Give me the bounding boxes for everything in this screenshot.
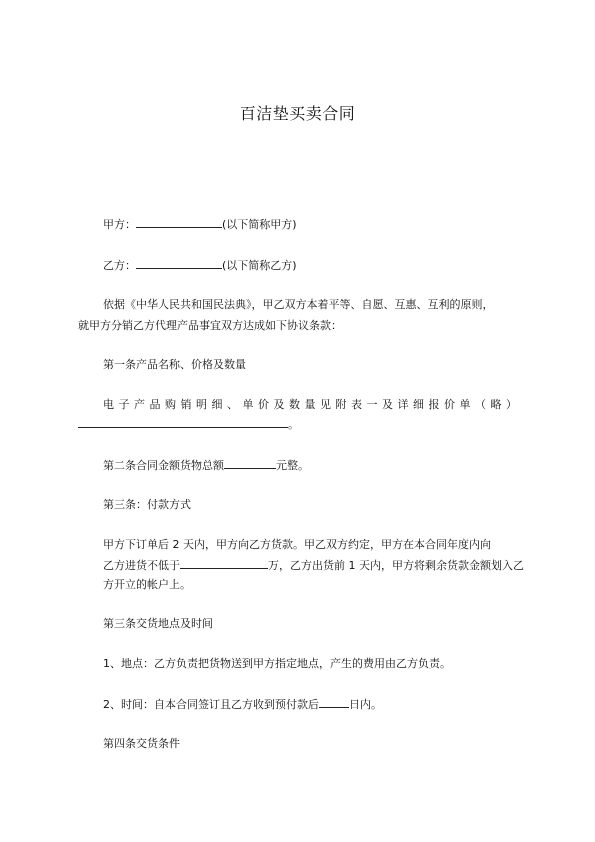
article-1-char: ） <box>506 398 517 411</box>
article-3-line-2-prefix: 乙方进货不低于 <box>103 559 180 572</box>
delivery-days-blank <box>319 697 349 708</box>
article-1-char: 量 <box>304 398 316 411</box>
article-4-heading: 第四条交货条件 <box>103 737 180 750</box>
article-3-amount-blank <box>180 558 268 569</box>
article-1-char: 及 <box>382 398 393 411</box>
party-a-note: (以下简称甲方) <box>222 218 297 231</box>
article-1-char: 报 <box>428 398 440 411</box>
article-3b-heading: 第三条交货地点及时间 <box>103 617 213 630</box>
article-1-char: 细 <box>413 398 424 411</box>
article-2-label: 第二条合同金额货物总额 <box>103 459 224 472</box>
article-1-char: 一 <box>366 398 378 411</box>
article-1-end-mark: 。 <box>288 418 299 431</box>
document-title: 百洁垫买卖合同 <box>239 104 356 123</box>
article-1-char: 单 <box>242 398 254 411</box>
article-1-char: 数 <box>289 398 300 411</box>
intro-line-1: 依据《中华人民共和国民法典》，甲乙双方本着平等、自愿、互惠、互利的原则， <box>103 298 494 311</box>
article-1-heading: 第一条产品名称、价格及数量 <box>103 358 246 371</box>
article-2-line <box>103 458 309 473</box>
article-3-line-3: 方开立的帐户上。 <box>103 578 191 591</box>
party-a-line <box>103 217 297 232</box>
party-a-blank <box>136 217 222 228</box>
delivery-time-item <box>103 697 382 712</box>
article-1-char: 见 <box>320 398 331 411</box>
article-1-char: 价 <box>444 398 455 411</box>
article-1-char: 电 <box>103 398 114 411</box>
article-1-text-line-1 <box>103 398 517 412</box>
article-1-char: 及 <box>273 398 285 411</box>
article-1-char: 销 <box>180 398 192 411</box>
article-1-char: 表 <box>351 398 362 411</box>
article-3-line-2 <box>103 558 524 573</box>
article-3-line-1: 甲方下订单后 2 天内，甲方向乙方货款。甲乙双方约定，甲方在本合同年度内向 <box>103 538 491 551</box>
article-2-amount-blank <box>224 458 276 469</box>
article-1-char: 品 <box>149 398 161 411</box>
intro-line-2: 就甲方分销乙方代理产品事宜双方达成如下协议条款： <box>78 319 342 332</box>
delivery-time-suffix: 日内。 <box>349 698 382 711</box>
article-1-char: 单 <box>459 398 471 411</box>
article-3-heading: 第三条：付款方式 <box>103 498 191 511</box>
party-b-label: 乙方： <box>103 259 136 272</box>
article-1-char: 附 <box>335 398 347 411</box>
article-1-char: 价 <box>258 398 269 411</box>
party-a-label: 甲方： <box>103 218 136 231</box>
article-2-unit: 元整。 <box>276 459 309 472</box>
article-1-char: （ <box>475 398 486 411</box>
party-b-note: (以下简称乙方) <box>222 259 297 272</box>
delivery-location-item: 1、地点：乙方负责把货物送到甲方指定地点，产生的费用由乙方负责。 <box>103 657 451 670</box>
article-1-blank <box>78 417 288 428</box>
article-1-char: 明 <box>196 398 207 411</box>
delivery-time-prefix: 2、时间：自本合同签订且乙方收到预付款后 <box>103 698 319 711</box>
article-3-line-2-suffix: 万，乙方出货前 1 天内，甲方将剩余货款金额划入乙 <box>268 559 524 572</box>
article-1-char: 购 <box>165 398 176 411</box>
article-1-char: 子 <box>118 398 130 411</box>
article-1-char: 详 <box>397 398 409 411</box>
article-1-char: 、 <box>227 398 238 411</box>
article-1-char: 略 <box>490 398 502 411</box>
article-1-text-line-2 <box>78 417 299 432</box>
article-1-char: 细 <box>211 398 223 411</box>
article-1-char: 产 <box>134 398 145 411</box>
party-b-blank <box>136 258 222 269</box>
party-b-line <box>103 258 297 273</box>
